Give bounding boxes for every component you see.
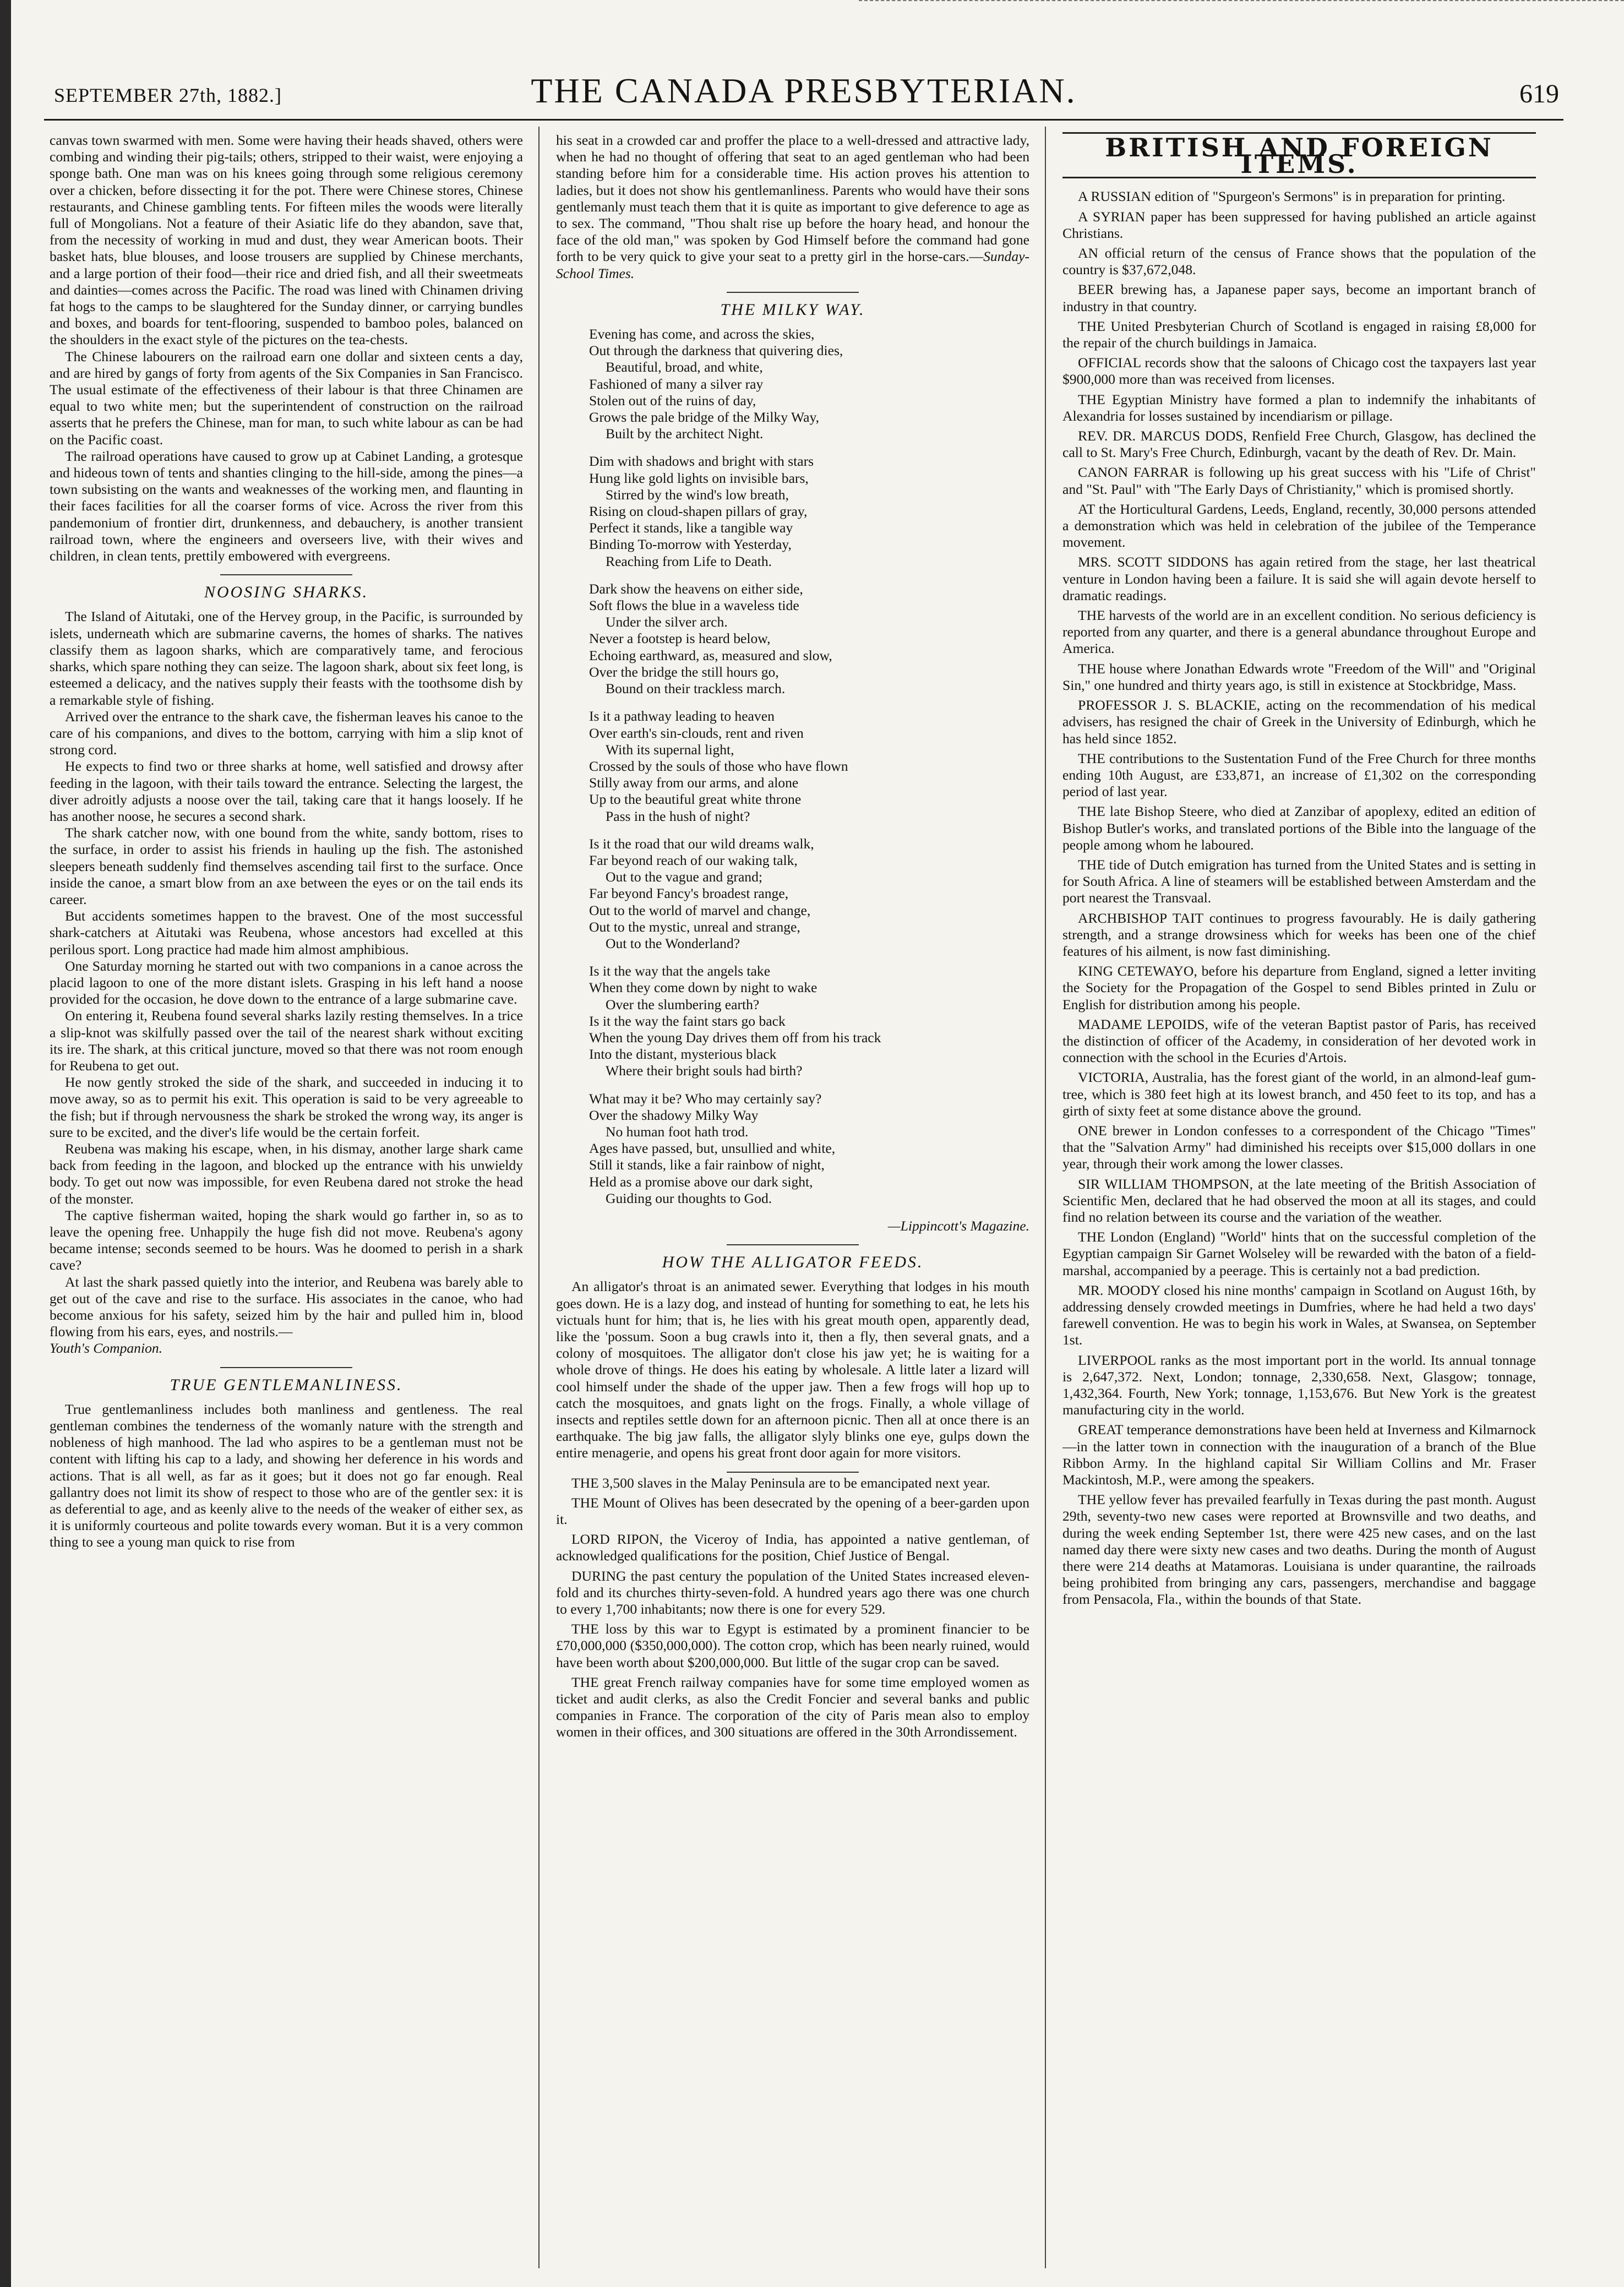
poem-line: Out to the vague and grand; xyxy=(606,869,763,885)
article-paragraph: An alligator's throat is an animated sewer. Everything that lodges in his mouth goes down. He is a lazy dog, and instead of hunting for something to eat, he lets his victuals hunt for him; that is, he lies with his great mouth open, apparently dead, like the 'possum. Soon a bug crawls into it, then a fly, then several gnats, and a colony of mosquitoes. The alligator don't close his jaw yet; he is waiting for a whole drove of things. He does his eating by wholesale. A little later a lizard will cool himself under the shade of the upper jaw. Then a few frogs will hop up to catch the mosquitoes, and gnats light on the frogs. Finally, a whole village of insects and reptiles settle down for an afternoon picnic. Then all at once there is an earthquake. The big jaw falls, the alligator slyly blinks one eye, gulps down the entire menagerie, and opens his great front door again for more visitors. xyxy=(556,1278,1029,1461)
page-number: 619 xyxy=(1519,79,1559,108)
news-item: AT the Horticultural Gardens, Leeds, England, recently, 30,000 persons attended a demonstration which was held in celebration of the jubilee of the Temperance movement. xyxy=(1062,500,1536,551)
poem-line: Over the slumbering earth? xyxy=(606,996,760,1012)
poem-line: Soft flows the blue in a waveless tide xyxy=(589,597,799,614)
poem-stanza xyxy=(589,1091,1029,1207)
article-paragraph: He expects to find two or three sharks at home, well satisfied and drowsy after feeding in the lagoon, with their tails toward the entrance. Selecting the largest, the diver adroitly adjusts a noose over the tail, taking care that it hangs loosely. If he has another noose, he secures a second shark. xyxy=(50,758,523,824)
article-paragraph: But accidents sometimes happen to the bravest. One of the most successful shark-catchers at Aitutaki was Reubena, whose ancestors had excelled at this perilous sport. Long practice had made him almost amphibious. xyxy=(50,908,523,957)
column-divider xyxy=(538,127,539,2268)
poem-line: Out to the world of marvel and change, xyxy=(589,902,811,918)
issue-date: SEPTEMBER 27th, 1882.] xyxy=(54,84,282,106)
news-item: KING CETEWAYO, before his departure from England, signed a letter inviting the Society for the Propagation of the Gospel to send Bibles printed in Zulu or English for distribution among his people. xyxy=(1062,963,1536,1012)
poem-line: Still it stands, like a fair rainbow of night, xyxy=(589,1157,825,1173)
news-item: BEER brewing has, a Japanese paper says, become an important branch of industry in that country. xyxy=(1062,281,1536,314)
article-paragraph: The railroad operations have caused to grow up at Cabinet Landing, a grotesque and hideous town of tents and shanties clinging to the hill-side, among the pines—a town subsisting on the wants and weaknesses of the working men, and flaunting in their faces facilities for all the coarser forms of vice. Across the river from this pandemonium of frontier dirt, drunkenness, and debauchery, is another transient railroad town, where the engineers and overseers live, with their wives and children, in clean tents, prettily embowered with evergreens. xyxy=(50,448,523,564)
poem-line: Over the shadowy Milky Way xyxy=(589,1107,759,1123)
article-heading: HOW THE ALLIGATOR FEEDS. xyxy=(662,1253,924,1272)
poem xyxy=(556,326,1029,1207)
poem-stanza xyxy=(589,453,1029,569)
poem-line: Stolen out of the ruins of day, xyxy=(589,392,756,409)
poem-line: Far beyond reach of our waking talk, xyxy=(589,852,798,868)
section-rule xyxy=(727,292,859,293)
poem-stanza xyxy=(589,708,1029,824)
news-item: THE late Bishop Steere, who died at Zanzibar of apoplexy, edited an edition of Bishop Butler's works, and translated portions of the Bible into the language of the people among whom he laboured. xyxy=(1062,803,1536,853)
poem-line: When the young Day drives them off from his track xyxy=(589,1029,881,1046)
poem-line: When they come down by night to wake xyxy=(589,979,818,996)
article-paragraph: The shark catcher now, with one bound from the white, sandy bottom, rises to the surface, in order to assist his friends in hauling up the fish. The astonished sleepers beneath suddenly find themselves ascending tail first to the surface. Once inside the canoe, a smart blow from an axe between the eyes or on the tail ends its career. xyxy=(50,825,523,907)
poem-line: No human foot hath trod. xyxy=(606,1123,749,1140)
news-item: A SYRIAN paper has been suppressed for having published an article against Christians. xyxy=(1062,208,1536,241)
news-item: THE Mount of Olives has been desecrated by the opening of a beer-garden upon it. xyxy=(556,1494,1029,1528)
section-banner: BRITISH AND FOREIGN ITEMS. xyxy=(1062,132,1536,178)
top-perforation xyxy=(859,0,1624,6)
poem-line: Reaching from Life to Death. xyxy=(606,553,772,569)
news-item: THE tide of Dutch emigration has turned from the United States and is setting in for South Africa. A line of steamers will be established between Amsterdam and the port nearest the Transvaal. xyxy=(1062,856,1536,906)
page-header xyxy=(44,55,1563,116)
article-source: Youth's Companion. xyxy=(50,1340,163,1357)
news-item: THE 3,500 slaves in the Malay Peninsula are to be emancipated next year. xyxy=(571,1474,990,1491)
poem-line: Pass in the hush of night? xyxy=(606,808,750,824)
poem-line: Hung like gold lights on invisible bars, xyxy=(589,470,809,486)
poem-line: Perfect it stands, like a tangible way xyxy=(589,520,793,536)
poem-line: Echoing earthward, as, measured and slow, xyxy=(589,647,832,663)
news-item: THE London (England) "World" hints that on the successful completion of the Egyptian campaign Sir Garnet Wolseley will be rewarded with the baton of a field-marshal, accompanied by a peerage. This is certainly not a bad prediction. xyxy=(1062,1229,1536,1278)
news-item: THE loss by this war to Egypt is estimated by a prominent financier to be £70,000,000 ($350,000,000). The cotton crop, which has been nearly ruined, would have been worth about $200,000,000. But little of the sugar crop can be saved. xyxy=(556,1621,1029,1670)
news-item: VICTORIA, Australia, has the forest giant of the world, in an almond-leaf gum-tree, which is 380 feet high at its lowest branch, and 450 feet to its top, and has a girth of sixty feet at some distance above the ground. xyxy=(1062,1069,1536,1119)
poem-line: Stilly away from our arms, and alone xyxy=(589,775,799,791)
section-rule xyxy=(220,1367,352,1368)
poem-line: Over the bridge the still hours go, xyxy=(589,663,779,680)
article-paragraph: his seat in a crowded car and proffer the place to a well-dressed and attractive lady, when he had no thought of offering that seat to an aged gentleman who had been standing before him for a considerable time. His action proves his attention to ladies, but it does not show his gentlemanliness. Parents who would have their sons gentlemanly must teach them that it is quite as important to give deference to age as to sex. The command, "Thou shalt rise up before the hoary head, and honour the face of the old man," was spoken by God Himself before the command had gone forth to be very quick to give your seat to a pretty girl in the horse-cars.— xyxy=(556,132,1029,265)
binding-edge xyxy=(0,0,11,2287)
poem-line: Held as a promise above our dark sight, xyxy=(589,1173,813,1190)
poem-line: With its supernal light, xyxy=(606,741,734,758)
poem-line: Out through the darkness that quivering dies, xyxy=(589,342,843,359)
news-item: THE great French railway companies have for some time employed women as ticket and audit clerks, as also the Credit Foncier and several banks and public companies in France. The corporation of the city of Paris mean also to employ women in their offices, and 300 situations are offered in the 30th Arrondissement. xyxy=(556,1674,1029,1740)
article-source: Sunday-School Times. xyxy=(556,248,1029,281)
poem-line: Out to the mystic, unreal and strange, xyxy=(589,918,800,935)
poem-stanza xyxy=(589,836,1029,952)
article-paragraph: canvas town swarmed with men. Some were having their heads shaved, others were combing and winding their pig-tails; others, stripped to their waist, were enjoying a sponge bath. One man was on his knees going through some religious ceremony over a chicken, before dissecting it for the pot. There were Chinese stores, Chinese restaurants, and Chinese gambling tents. For fifteen miles the woods were literally full of Mongolians. Not a feature of their Asiatic life do they abandon, save that, from the necessity of working in mud and dust, they wear American boots. Their basket hats, blue blouses, and loose trousers are supplied by Chinese merchants, and a large portion of their food—their rice and dried fish, and all their sweetmeats and dainties—comes across the Pacific. The road was lined with Chinamen driving fat hogs to the camps to be slaughtered for the Sunday dinner, or carrying bundles and boxes, and boards for tent-flooring, suspended to bamboo poles, balanced on the shoulders in the exact style of the pictures on the tea-chests. xyxy=(50,132,523,348)
poem-line: Guiding our thoughts to God. xyxy=(606,1190,772,1206)
poem-source: —Lippincott's Magazine. xyxy=(887,1217,1029,1234)
news-item: THE harvests of the world are in an excellent condition. No serious deficiency is reported from any quarter, and there is a general abundance throughout Europe and America. xyxy=(1062,607,1536,657)
poem-line: Never a footstep is heard below, xyxy=(589,630,771,647)
poem-line: Is it a pathway leading to heaven xyxy=(589,708,775,725)
poem-line: Far beyond Fancy's broadest range, xyxy=(589,885,789,902)
news-item: THE United Presbyterian Church of Scotland is engaged in raising £8,000 for the repair of the church buildings in Jamaica. xyxy=(1062,318,1536,351)
poem-line: What may it be? Who may certainly say? xyxy=(589,1090,822,1107)
poem-line: Out to the Wonderland? xyxy=(606,935,740,951)
article-paragraph: True gentlemanliness includes both manliness and gentleness. The real gentleman combines the tenderness of the womanly nature with the strength and nobleness of high manhood. The lad who aspires to be a gentleman must not be content with lifting his cap to a lady, and showing her deference in his words and actions. That is all well, as far as it goes; but it does not go far enough. Real gallantry does not limit its show of respect to those who are of the gentler sex: it is as deferential to age, and as keenly alive to the needs of the weaker of either sex, as it is uniformly courteous and polite towards every woman. But it is a very common thing to see a young man quick to rise from xyxy=(50,1401,523,1550)
column-divider xyxy=(1045,127,1046,2268)
news-item: DURING the past century the population of the United States increased eleven-fold and its churches thirty-seven-fold. A hundred years ago there was one church to every 1,700 inhabitants; now there is one for every 529. xyxy=(556,1567,1029,1618)
news-item: OFFICIAL records show that the saloons of Chicago cost the taxpayers last year $900,000 more than was received from licenses. xyxy=(1062,355,1536,388)
section-rule xyxy=(727,1244,859,1245)
news-item: A RUSSIAN edition of "Spurgeon's Sermons" is in preparation for printing. xyxy=(1078,188,1506,205)
poem-stanza xyxy=(589,326,1029,442)
news-item: PROFESSOR J. S. BLACKIE, acting on the recommendation of his medical advisers, has resigned the chair of Greek in the University of Edinburgh, which he has held since 1852. xyxy=(1062,697,1536,747)
article-paragraph: Arrived over the entrance to the shark cave, the fisherman leaves his canoe to the care of his companions, and dives to the bottom, carrying with him a slip knot of strong cord. xyxy=(50,708,523,758)
article-paragraph: The captive fisherman waited, hoping the shark would go farther in, so as to leave the opening free. Unhappily the huge fish did not move. Reubena's agony became intense; seconds seemed to be hours. Was he doomed to perish in a shark cave? xyxy=(50,1207,523,1273)
poem-line: Evening has come, and across the skies, xyxy=(589,326,815,342)
news-item: ARCHBISHOP TAIT continues to progress favourably. He is daily gathering strength, and a strange drowsiness which for weeks has been one of the chief features of his ailment, is now fast diminishing. xyxy=(1062,910,1536,959)
column-1 xyxy=(50,132,523,2268)
poem-line: Dim with shadows and bright with stars xyxy=(589,453,814,470)
poem-line: Is it the way that the angels take xyxy=(589,963,771,979)
article-paragraph: The Chinese labourers on the railroad earn one dollar and sixteen cents a day, and are hired by gangs of forty from agents of the Six Companies in San Francisco. The usual estimate of the effectiveness of their labour is that three Chinamen are equal to two white men; but the superintendent of construction on the railroad asserts that he prefers the Chinese, man for man, to such white labour as can be had on the Pacific coast. xyxy=(50,348,523,448)
news-item: THE contributions to the Sustentation Fund of the Free Church for three months ending 10th August, are £33,871, an increase of £1,302 on the corresponding period of last year. xyxy=(1062,750,1536,800)
news-item: MR. MOODY closed his nine months' campaign in Scotland on August 16th, by addressing densely crowded meetings in Dumfries, where he had held a two days' farewell convention. He was to begin his work in Wales, at Swansea, on September 1st. xyxy=(1062,1282,1536,1348)
poem-line: Where their bright souls had birth? xyxy=(606,1063,803,1079)
poem-stanza xyxy=(589,963,1029,1079)
poem-line: Stirred by the wind's low breath, xyxy=(606,486,789,503)
poem-line: Is it the way the faint stars go back xyxy=(589,1012,786,1029)
column-3 xyxy=(1062,132,1536,2268)
poem-line: Crossed by the souls of those who have flown xyxy=(589,758,848,774)
news-item: ONE brewer in London confesses to a correspondent of the Chicago "Times" that the "Salvation Army" had diminished his receipts over $15,000 dollars in one year, through their work among the lower classes. xyxy=(1062,1122,1536,1172)
news-item: REV. DR. MARCUS DODS, Renfield Free Church, Glasgow, has declined the call to St. Mary's Free Church, Edinburgh, vacant by the death of Rev. Dr. Main. xyxy=(1062,428,1536,461)
article-paragraph: On entering it, Reubena found several sharks lazily resting themselves. In a trice a slip-knot was skilfully passed over the tail of the nearest shark without exciting its ire. The shark, at this critical juncture, moved so that there was not room enough for Reubena to get out. xyxy=(50,1008,523,1074)
poem-line: Up to the beautiful great white throne xyxy=(589,791,802,808)
news-items xyxy=(556,1475,1029,1741)
header-rule xyxy=(44,119,1563,121)
section-rule xyxy=(220,574,352,575)
article-paragraph: The Island of Aitutaki, one of the Hervey group, in the Pacific, is surrounded by islets, underneath which are submarine caverns, the homes of sharks. The natives classify them as lagoon sharks, which are comparatively tame, and ferocious sharks, which spare nothing they can seize. The lagoon shark, about six feet long, is esteemed a delicacy, and the natives supply their feasts with the toothsome dish by a remarkable style of fishing. xyxy=(50,608,523,708)
poem-line: Dark show the heavens on either side, xyxy=(589,580,803,597)
news-item: MADAME LEPOIDS, wife of the veteran Baptist pastor of Paris, has received the distinction of officer of the Academy, in consideration of her devoted work in connection with the school in the Ecuries d'Artois. xyxy=(1062,1016,1536,1066)
poem-line: Bound on their trackless march. xyxy=(606,680,786,697)
poem-line: Over earth's sin-clouds, rent and riven xyxy=(589,725,804,741)
section-rule xyxy=(727,1472,859,1473)
poem-line: Is it the road that our wild dreams walk, xyxy=(589,835,814,852)
article-heading: NOOSING SHARKS. xyxy=(204,583,369,602)
poem-line: Into the distant, mysterious black xyxy=(589,1046,777,1063)
article-paragraph: Reubena was making his escape, when, in his dismay, another large shark came back from feeding in the lagoon, and blocked up the entrance with his unwieldy body. To get out now was impossible, for even Reubena dared not stroke the head of the monster. xyxy=(50,1140,523,1207)
news-item: THE yellow fever has prevailed fearfully in Texas during the past month. August 29th, seventy-two new cases were reported at Brownsville and two deaths, and during the week ending September 1st, there were 425 new cases, and on the last named day there were sixty new cases and two deaths. During the month of August there were 214 deaths at Matamoras. Louisiana is under quarantine, the railroads being prohibited from bringing any cars, passengers, merchandise and baggage from Pensacola, Fla., within the bounds of that State. xyxy=(1062,1491,1536,1608)
poem-line: Binding To-morrow with Yesterday, xyxy=(589,536,792,553)
news-item: AN official return of the census of France shows that the population of the country is $37,672,048. xyxy=(1062,245,1536,278)
news-item: LORD RIPON, the Viceroy of India, has appointed a native gentleman, of acknowledged qualifications for the position, Chief Justice of Bengal. xyxy=(556,1531,1029,1564)
poem-stanza xyxy=(589,581,1029,697)
column-2 xyxy=(556,132,1029,2268)
article-heading: TRUE GENTLEMANLINESS. xyxy=(170,1375,403,1394)
poem-line: Beautiful, broad, and white, xyxy=(606,359,763,375)
article-paragraph: At last the shark passed quietly into the interior, and Reubena was barely able to get out of the cave and rise to the surface. His associates in the canoe, who had become anxious for his safety, seized him by the hair and pulled him in, blood flowing from his ears, eyes, and nostrils.— xyxy=(50,1273,523,1340)
news-items xyxy=(1062,188,1536,1608)
poem-line: Fashioned of many a silver ray xyxy=(589,375,764,392)
news-item: CANON FARRAR is following up his great success with his "Life of Christ" and "St. Paul" with "The Early Days of Christianity," which is promised shortly. xyxy=(1062,464,1536,497)
news-item: LIVERPOOL ranks as the most important port in the world. Its annual tonnage is 2,647,372. Next, London; tonnage, 2,330,658. Next, Glasgow; tonnage, 1,432,364. Fourth, New York; tonnage, 1,153,676. But New York is the greatest manufacturing city in the world. xyxy=(1062,1352,1536,1418)
poem-line: Grows the pale bridge of the Milky Way, xyxy=(589,409,820,426)
news-item: SIR WILLIAM THOMPSON, at the late meeting of the British Association of Scientific Men, declared that he had observed the moon at all its stages, and could find no relation between its course and the variation of the weather. xyxy=(1062,1175,1536,1225)
news-item: THE house where Jonathan Edwards wrote "Freedom of the Will" and "Original Sin," one hundred and thirty years ago, is still in existence at Stockbridge, Mass. xyxy=(1062,660,1536,693)
poem-line: Rising on cloud-shapen pillars of gray, xyxy=(589,503,808,520)
poem-title: THE MILKY WAY. xyxy=(720,300,865,319)
news-item: GREAT temperance demonstrations have been held at Inverness and Kilmarnock—in the latter town in connection with the inauguration of a branch of the Blue Ribbon Army. In the highland capital Sir William Collins and Mr. Fraser Mackintosh, M.P., were among the speakers. xyxy=(1062,1422,1536,1488)
masthead-title: THE CANADA PRESBYTERIAN. xyxy=(531,71,1077,110)
poem-line: Under the silver arch. xyxy=(606,614,728,630)
article-paragraph: One Saturday morning he started out with two companions in a canoe across the placid lagoon to one of the more distant islets. Grasping in his left hand a noose provided for the occasion, he dove down to the entrance of a large submarine cave. xyxy=(50,957,523,1008)
article-paragraph: He now gently stroked the side of the shark, and succeeded in inducing it to move away, so as to permit his exit. This operation is said to be very agreeable to the fish; but if through nervousness the shark be stroked the wrong way, its anger is sure to be excited, and the diver's life would be the certain forfeit. xyxy=(50,1074,523,1140)
news-item: THE Egyptian Ministry have formed a plan to indemnify the inhabitants of Alexandria for losses sustained by incendiarism or pillage. xyxy=(1062,391,1536,424)
poem-line: Ages have passed, but, unsullied and white, xyxy=(589,1140,836,1157)
news-item: MRS. SCOTT SIDDONS has again retired from the stage, her last theatrical venture in London having been a failure. It is said she will again devote herself to dramatic readings. xyxy=(1062,554,1536,603)
poem-line: Built by the architect Night. xyxy=(606,426,764,442)
